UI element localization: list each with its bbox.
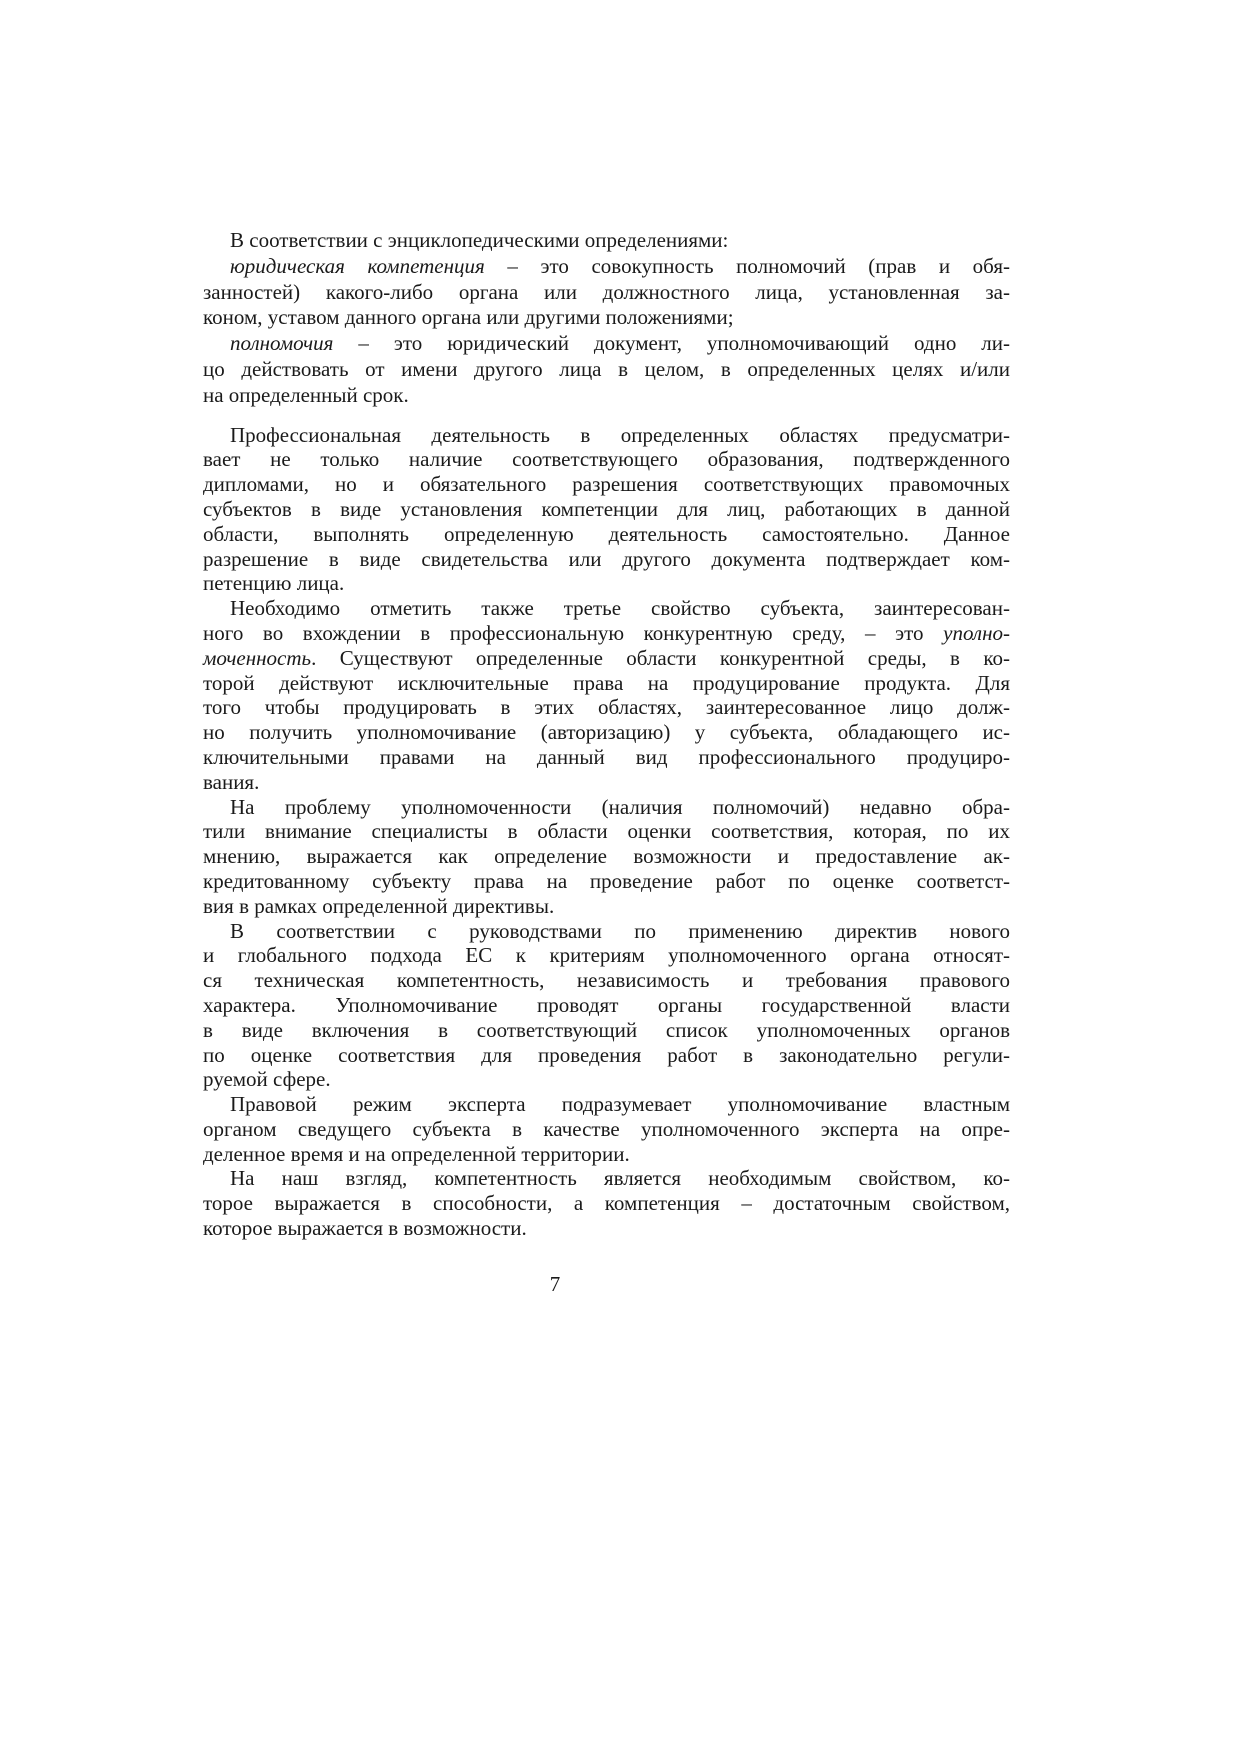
text-line: ся техническая компетентность, независимость и требования правового (203, 968, 1010, 993)
italic-term: полномочия (230, 331, 334, 356)
text-line: субъектов в виде установления компетенции для лиц, работающих в данной (203, 496, 1010, 521)
text-line: Правовой режим эксперта подразумевает уполномочивание властным (230, 1092, 1010, 1117)
text-line: Необходимо отметить также третье свойство субъекта, заинтересован- (230, 596, 1010, 621)
text-line: области, выполнять определенную деятельность самостоятельно. Данное (203, 521, 1010, 546)
paragraph (203, 795, 1010, 919)
text-line: характера. Уполномочивание проводят органы государственной власти (203, 992, 1010, 1017)
page-number: 7 (549, 1272, 561, 1296)
text-line: разрешение в виде свидетельства или другого документа подтверждает ком- (203, 546, 1010, 571)
text-line: деленное время и на определенной территории. (203, 1141, 630, 1166)
text-line: В соответствии с энциклопедическими определениями: (230, 228, 729, 252)
text-line: вает не только наличие соответствующего образования, подтвержденного (203, 447, 1010, 472)
paragraph (203, 254, 1010, 331)
italic-term: юридическая компетенция (230, 253, 485, 278)
text-segment: – это совокупность полномочий (прав и обя- (484, 253, 1010, 278)
text-line: На наш взгляд, компетентность является необходимым свойством, ко- (230, 1166, 1010, 1191)
text-line (203, 331, 1010, 357)
text-line: тили внимание специалисты в области оценки соответствия, которая, по их (203, 819, 1010, 844)
text-line (203, 254, 1010, 280)
text-line: кредитованному субъекту права на проведение работ по оценке соответст- (203, 868, 1010, 893)
text-line (203, 646, 1010, 671)
text-segment: – это юридический документ, уполномочивающий одно ли- (333, 331, 1010, 356)
paragraph (203, 919, 1010, 1093)
paragraph (203, 331, 1010, 408)
text-line: вия в рамках определенной директивы. (203, 893, 555, 918)
text-line: на определенный срок. (203, 382, 409, 407)
italic-term: уполно- (943, 620, 1010, 645)
text-line: В соответствии с руководствами по применению директив нового (230, 918, 1010, 943)
text-segment: ного во вхождении в профессиональную конкурентную среду, – это (203, 620, 944, 645)
paragraph (203, 1166, 1010, 1240)
paragraph (203, 228, 1010, 254)
text-line: вания. (203, 769, 260, 794)
text-line: мнению, выражается как определение возможности и предоставление ак- (203, 844, 1010, 869)
paragraph (203, 596, 1010, 794)
text-line: ключительными правами на данный вид профессионального продуциро- (203, 744, 1010, 769)
text-line: цо действовать от имени другого лица в целом, в определенных целях и/или (203, 356, 1010, 381)
text-line: коном, уставом данного органа или другими положениями; (203, 305, 734, 330)
text-line: торое выражается в способности, а компетенция – достаточным свойством, (203, 1191, 1010, 1216)
text-line: петенцию лица. (203, 571, 345, 596)
text-line: органом сведущего субъекта в качестве уполномоченного эксперта на опре- (203, 1116, 1010, 1141)
text-segment: . Существуют определенные области конкурентной среды, в ко- (311, 645, 1010, 670)
paragraph (203, 1092, 1010, 1166)
paragraph (203, 423, 1010, 597)
text-line: На проблему уполномоченности (наличия полномочий) недавно обра- (230, 794, 1010, 819)
text-line: занностей) какого-либо органа или должностного лица, установленная за- (203, 279, 1010, 304)
text-line: в виде включения в соответствующий список уполномоченных органов (203, 1017, 1010, 1042)
text-line: торой действуют исключительные права на продуцирование продукта. Для (203, 670, 1010, 695)
text-line: дипломами, но и обязательного разрешения соответствующих правомочных (203, 472, 1010, 497)
text-line: руемой сфере. (203, 1067, 331, 1092)
text-line: того чтобы продуцировать в этих областях, заинтересованное лицо долж- (203, 695, 1010, 720)
text-line: по оценке соответствия для проведения работ в законодательно регули- (203, 1042, 1010, 1067)
text-line: которое выражается в возможности. (203, 1216, 527, 1241)
body-text (203, 228, 1010, 1241)
italic-term: моченность (203, 645, 312, 670)
text-line: но получить уполномочивание (авторизацию) у субъекта, обладающего ис- (203, 720, 1010, 745)
text-line (203, 621, 1010, 646)
text-line: Профессиональная деятельность в определенных областях предусматри- (230, 422, 1010, 447)
text-line: и глобального подхода ЕС к критериям уполномоченного органа относят- (203, 943, 1010, 968)
